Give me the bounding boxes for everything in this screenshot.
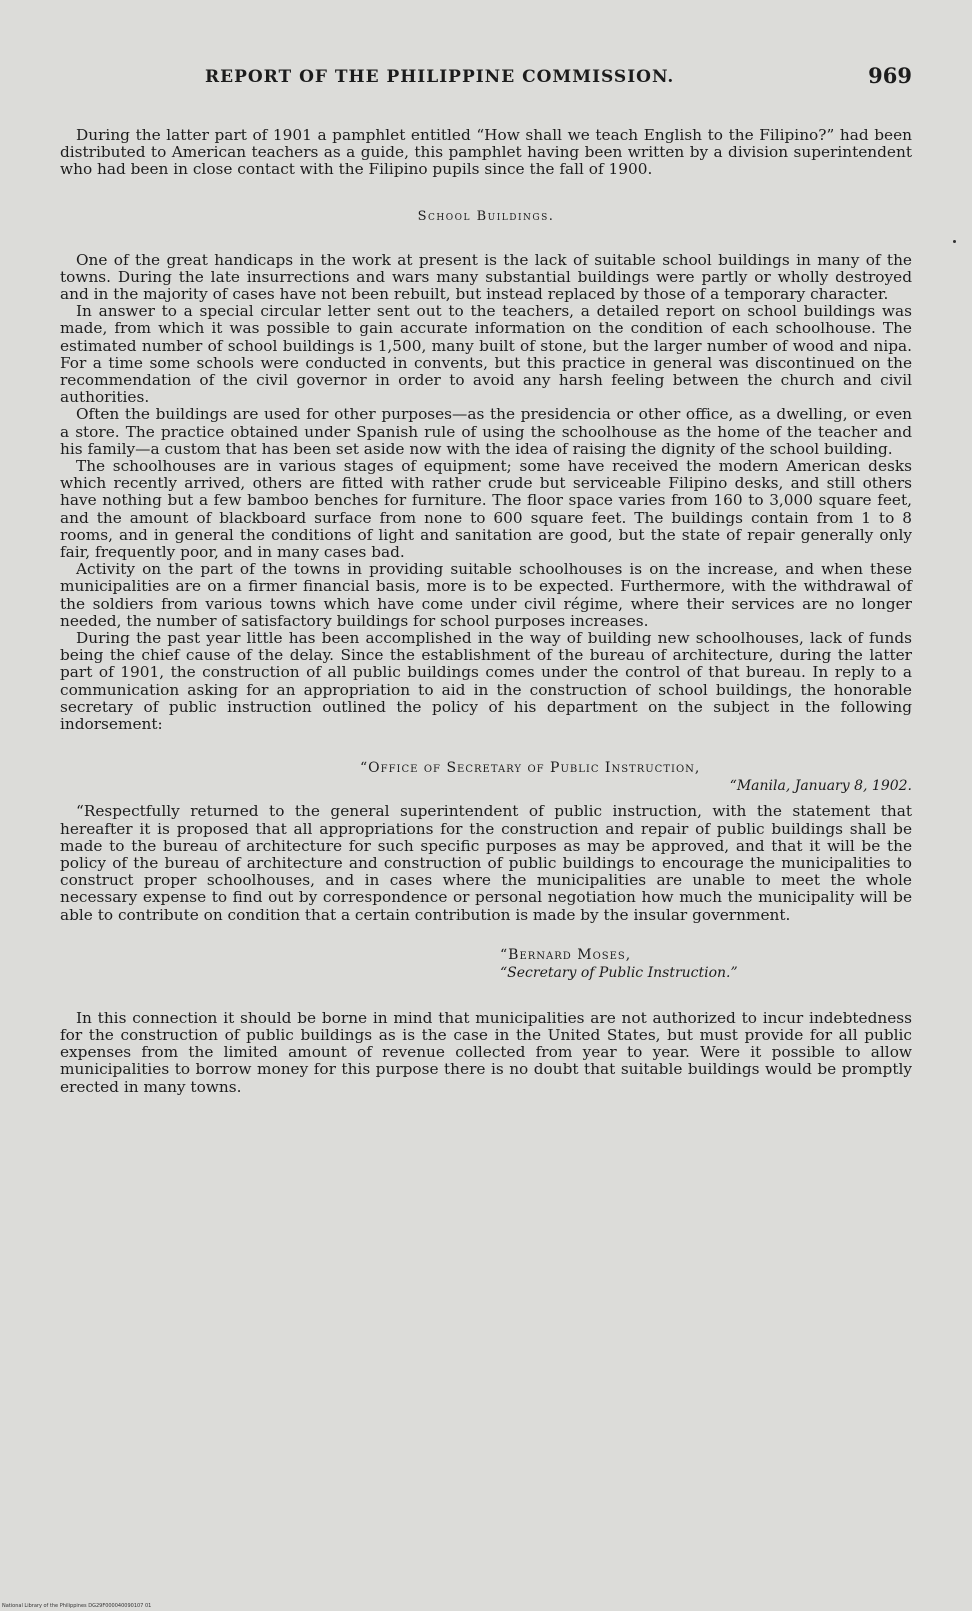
- page-number: 969: [868, 63, 912, 88]
- paragraph-2: In answer to a special circular letter sent out to the teachers, a detailed report on school buildings was made, from which it was possible to gain accurate information on the condition of each schoolhouse. The estimated number of school buildings is 1,500, many built of stone, but the larger number of wood and nipa. For a time some schools were conducted in convents, but this practice in general was discontinued on the recommendation of the civil governor in order to avoid any harsh feeling between the church and civil authorities.: [60, 302, 912, 407]
- header-title: REPORT OF THE PHILIPPINE COMMISSION.: [205, 67, 675, 87]
- signature-title: “Secretary of Public Instruction.”: [500, 964, 738, 981]
- section-heading: School Buildings.: [417, 208, 555, 224]
- paragraph-6: During the past year little has been accomplished in the way of building new schoolhouses, lack of funds being the chief cause of the delay. Since the establishment of the bureau of architecture, during the latter part of 1901, the construction of all public buildings comes under the control of that bureau. In reply to a communication asking for an appropriation to aid in the construction of school buildings, the honorable secretary of public instruction outlined the policy of his department on the subject in the following indorsement:: [60, 629, 912, 734]
- office-title: “Office of Secretary of Public Instruction,: [360, 760, 701, 777]
- indorsement-quote: [60, 803, 912, 923]
- footer-credit: National Library of the Philippines DG29F000040090107 01: [2, 1603, 152, 1609]
- running-header: [60, 55, 912, 99]
- office-date: “Manila, January 8, 1902.: [729, 778, 912, 795]
- paragraph-4: The schoolhouses are in various stages of equipment; some have received the modern American desks which recently arrived, others are fitted with rather crude but serviceable Filipino desks, and still others have nothing but a few bamboo benches for furniture. The floor space varies from 160 to 3,000 square feet, and the amount of blackboard surface from none to 600 square feet. The buildings contain from 1 to 8 rooms, and in general the conditions of light and sanitation are good, but the state of repair generally only fair, frequently poor, and in many cases bad.: [60, 457, 912, 562]
- page-content: [60, 55, 912, 1096]
- office-heading: [60, 759, 912, 795]
- quote-paragraph: “Respectfully returned to the general superintendent of public instruction, with the statement that hereafter it is proposed that all appropriations for the construction and repair of public buildings shall be made to the bureau of architecture for such specific purposes as may be approved, and that it will be the policy of the bureau of architecture and construction of public buildings to encourage the municipalities to construct proper schoolhouses, and in cases where the municipalities are unable to meet the whole necessary expense to find out by correspondence or personal negotiation how much the municipality will be able to contribute on condition that a certain contribution is made by the insular government.: [60, 802, 912, 924]
- paragraph-5: Activity on the part of the towns in providing suitable schoolhouses is on the increase, and when these municipalities are on a firmer financial basis, more is to be expected. Furthermore, with the withdrawal of the soldiers from various towns which have come under civil régime, where their services are no longer needed, the number of satisfactory buildings for school purposes increases.: [60, 560, 912, 630]
- closing-paragraph: In this connection it should be borne in mind that municipalities are not authorized to incur indebtedness for the construction of public buildings as is the case in the United States, but must provide for all public expenses from the limited amount of revenue collected from year to year. Were it possible to allow municipalities to borrow money for this purpose there is no doubt that suitable buildings would be promptly erected in many towns.: [60, 1008, 912, 1096]
- paragraph-1: One of the great handicaps in the work at present is the lack of suitable school buildings in many of the towns. During the late insurrections and wars many substantial buildings were partly or wholly destroyed and in the majority of cases have not been rebuilt, but instead replaced by those of a temporary character.: [60, 250, 912, 304]
- scan-speck: [953, 240, 956, 243]
- paragraph-3: Often the buildings are used for other purposes—as the presidencia or other office, as a dwelling, or even a store. The practice obtained under Spanish rule of using the schoolhouse as the home of the teacher and his family—a custom that has been set aside now with the idea of raising the dignity of the school building.: [60, 405, 912, 458]
- signature-name: “Bernard Moses,: [500, 946, 632, 963]
- intro-paragraph: During the latter part of 1901 a pamphlet entitled “How shall we teach English to the Filipino?” had been distributed to American teachers as a guide, this pamphlet having been written by a division superintendent who had been in close contact with the Filipino pupils since the fall of 1900.: [60, 126, 912, 179]
- signature-block: [60, 946, 912, 982]
